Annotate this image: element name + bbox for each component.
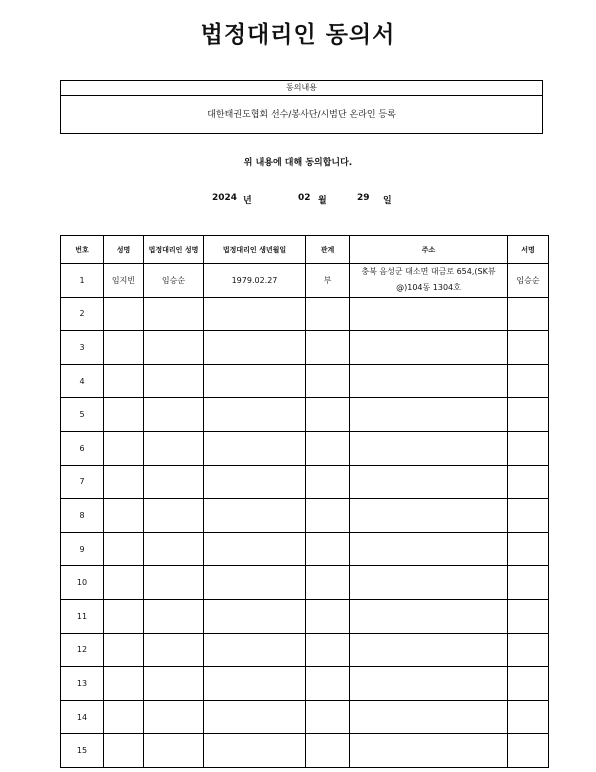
student-name-cell — [104, 398, 144, 432]
student-name-cell — [104, 499, 144, 533]
signature-cell — [508, 667, 549, 701]
table-row — [61, 297, 549, 331]
row-number-cell: 2 — [61, 297, 104, 331]
document-title: 법정대리인 동의서 — [200, 21, 396, 48]
table-row — [61, 499, 549, 533]
relation-cell — [306, 398, 350, 432]
address-cell — [350, 599, 508, 633]
address-cell — [350, 431, 508, 465]
guardian-birthdate-cell — [204, 331, 306, 365]
address-cell — [350, 566, 508, 600]
signature-cell — [508, 331, 549, 365]
relation-cell — [306, 431, 350, 465]
table-row — [61, 599, 549, 633]
row-number-cell: 3 — [61, 331, 104, 365]
student-name-cell — [104, 599, 144, 633]
consent-statement: 위 내용에 대해 동의합니다. — [243, 158, 353, 168]
relation-cell — [306, 364, 350, 398]
table-row — [61, 700, 549, 734]
guardian-birthdate-cell — [204, 364, 306, 398]
signature-cell — [508, 465, 549, 499]
guardian-birthdate-cell — [204, 566, 306, 600]
header-guardian-birth: 법정대리인 생년월일 — [204, 236, 306, 264]
row-number-cell: 13 — [61, 667, 104, 701]
table-header-row — [61, 236, 549, 264]
student-name-cell — [104, 331, 144, 365]
relation-cell — [306, 499, 350, 533]
row-number-cell: 14 — [61, 700, 104, 734]
date-day-unit: 일 — [383, 196, 392, 206]
address-cell — [350, 465, 508, 499]
row-number-cell: 11 — [61, 599, 104, 633]
date-year-unit: 년 — [243, 196, 252, 206]
guardian-birthdate-cell — [204, 700, 306, 734]
relation-cell — [306, 297, 350, 331]
guardian-name-cell — [144, 667, 204, 701]
table-row — [61, 667, 549, 701]
student-name-cell — [104, 297, 144, 331]
guardian-name-cell — [144, 331, 204, 365]
row-number-cell: 12 — [61, 633, 104, 667]
signature-cell — [508, 700, 549, 734]
consent-header: 동의내용 — [61, 81, 542, 96]
guardian-name-cell — [144, 700, 204, 734]
relation-cell — [306, 532, 350, 566]
row-number-cell: 10 — [61, 566, 104, 600]
student-name-cell — [104, 431, 144, 465]
address-cell — [350, 331, 508, 365]
guardian-birthdate-cell — [204, 633, 306, 667]
guardian-table — [60, 235, 549, 768]
address-cell — [350, 667, 508, 701]
header-number: 번호 — [61, 236, 104, 264]
signature-cell — [508, 499, 549, 533]
row-number-cell: 1 — [61, 264, 104, 298]
header-name: 성명 — [104, 236, 144, 264]
row-number-cell: 6 — [61, 431, 104, 465]
consent-body: 대한태권도협회 선수/봉사단/시범단 온라인 등록 — [207, 110, 396, 120]
student-name-cell — [104, 734, 144, 768]
guardian-birthdate-cell: 1979.02.27 — [204, 264, 306, 298]
relation-cell — [306, 465, 350, 499]
student-name-cell — [104, 633, 144, 667]
guardian-birthdate-cell — [204, 465, 306, 499]
header-guardian-name: 법정대리인 성명 — [144, 236, 204, 264]
header-address: 주소 — [350, 236, 508, 264]
guardian-name-cell — [144, 734, 204, 768]
student-name-cell — [104, 532, 144, 566]
address-cell — [350, 499, 508, 533]
table-row — [61, 465, 549, 499]
header-signature: 서명 — [508, 236, 549, 264]
signature-cell — [508, 297, 549, 331]
guardian-name-cell — [144, 297, 204, 331]
relation-cell — [306, 633, 350, 667]
relation-cell: 부 — [306, 264, 350, 298]
signature-cell — [508, 398, 549, 432]
relation-cell — [306, 700, 350, 734]
student-name-cell: 임지빈 — [104, 264, 144, 298]
signature-cell — [508, 566, 549, 600]
relation-cell — [306, 599, 350, 633]
address-cell — [350, 398, 508, 432]
address-cell — [350, 633, 508, 667]
guardian-birthdate-cell — [204, 667, 306, 701]
signature-cell — [508, 364, 549, 398]
date-day: 29 — [357, 193, 370, 203]
row-number-cell: 4 — [61, 364, 104, 398]
address-cell — [350, 734, 508, 768]
address-cell: 충북 음성군 대소면 대금로 654,(SK뷰@)104동 1304호 — [350, 264, 508, 298]
signature-cell — [508, 633, 549, 667]
table-row — [61, 633, 549, 667]
guardian-name-cell — [144, 633, 204, 667]
table-row — [61, 566, 549, 600]
row-number-cell: 9 — [61, 532, 104, 566]
date-year: 2024 — [212, 193, 238, 203]
guardian-name-cell — [144, 398, 204, 432]
signature-cell: 임승순 — [508, 264, 549, 298]
guardian-birthdate-cell — [204, 431, 306, 465]
guardian-name-cell — [144, 431, 204, 465]
student-name-cell — [104, 465, 144, 499]
relation-cell — [306, 734, 350, 768]
relation-cell — [306, 331, 350, 365]
address-cell — [350, 364, 508, 398]
relation-cell — [306, 667, 350, 701]
guardian-name-cell — [144, 599, 204, 633]
table-row — [61, 431, 549, 465]
guardian-name-cell — [144, 499, 204, 533]
guardian-birthdate-cell — [204, 734, 306, 768]
address-cell — [350, 297, 508, 331]
guardian-name-cell: 임승순 — [144, 264, 204, 298]
row-number-cell: 8 — [61, 499, 104, 533]
date-month-unit: 월 — [318, 196, 327, 206]
relation-cell — [306, 566, 350, 600]
guardian-birthdate-cell — [204, 499, 306, 533]
consent-box — [60, 80, 543, 134]
guardian-birthdate-cell — [204, 599, 306, 633]
table-row — [61, 364, 549, 398]
address-cell — [350, 532, 508, 566]
guardian-name-cell — [144, 532, 204, 566]
table-row — [61, 331, 549, 365]
guardian-birthdate-cell — [204, 532, 306, 566]
guardian-name-cell — [144, 465, 204, 499]
guardian-name-cell — [144, 364, 204, 398]
student-name-cell — [104, 364, 144, 398]
guardian-name-cell — [144, 566, 204, 600]
signature-cell — [508, 599, 549, 633]
signature-cell — [508, 532, 549, 566]
student-name-cell — [104, 667, 144, 701]
student-name-cell — [104, 566, 144, 600]
row-number-cell: 15 — [61, 734, 104, 768]
table-row — [61, 264, 549, 298]
table-row — [61, 532, 549, 566]
signature-cell — [508, 734, 549, 768]
date-month: 02 — [298, 193, 311, 203]
header-relation: 관계 — [306, 236, 350, 264]
row-number-cell: 5 — [61, 398, 104, 432]
row-number-cell: 7 — [61, 465, 104, 499]
student-name-cell — [104, 700, 144, 734]
guardian-birthdate-cell — [204, 297, 306, 331]
address-cell — [350, 700, 508, 734]
table-row — [61, 734, 549, 768]
table-row — [61, 398, 549, 432]
guardian-birthdate-cell — [204, 398, 306, 432]
signature-cell — [508, 431, 549, 465]
